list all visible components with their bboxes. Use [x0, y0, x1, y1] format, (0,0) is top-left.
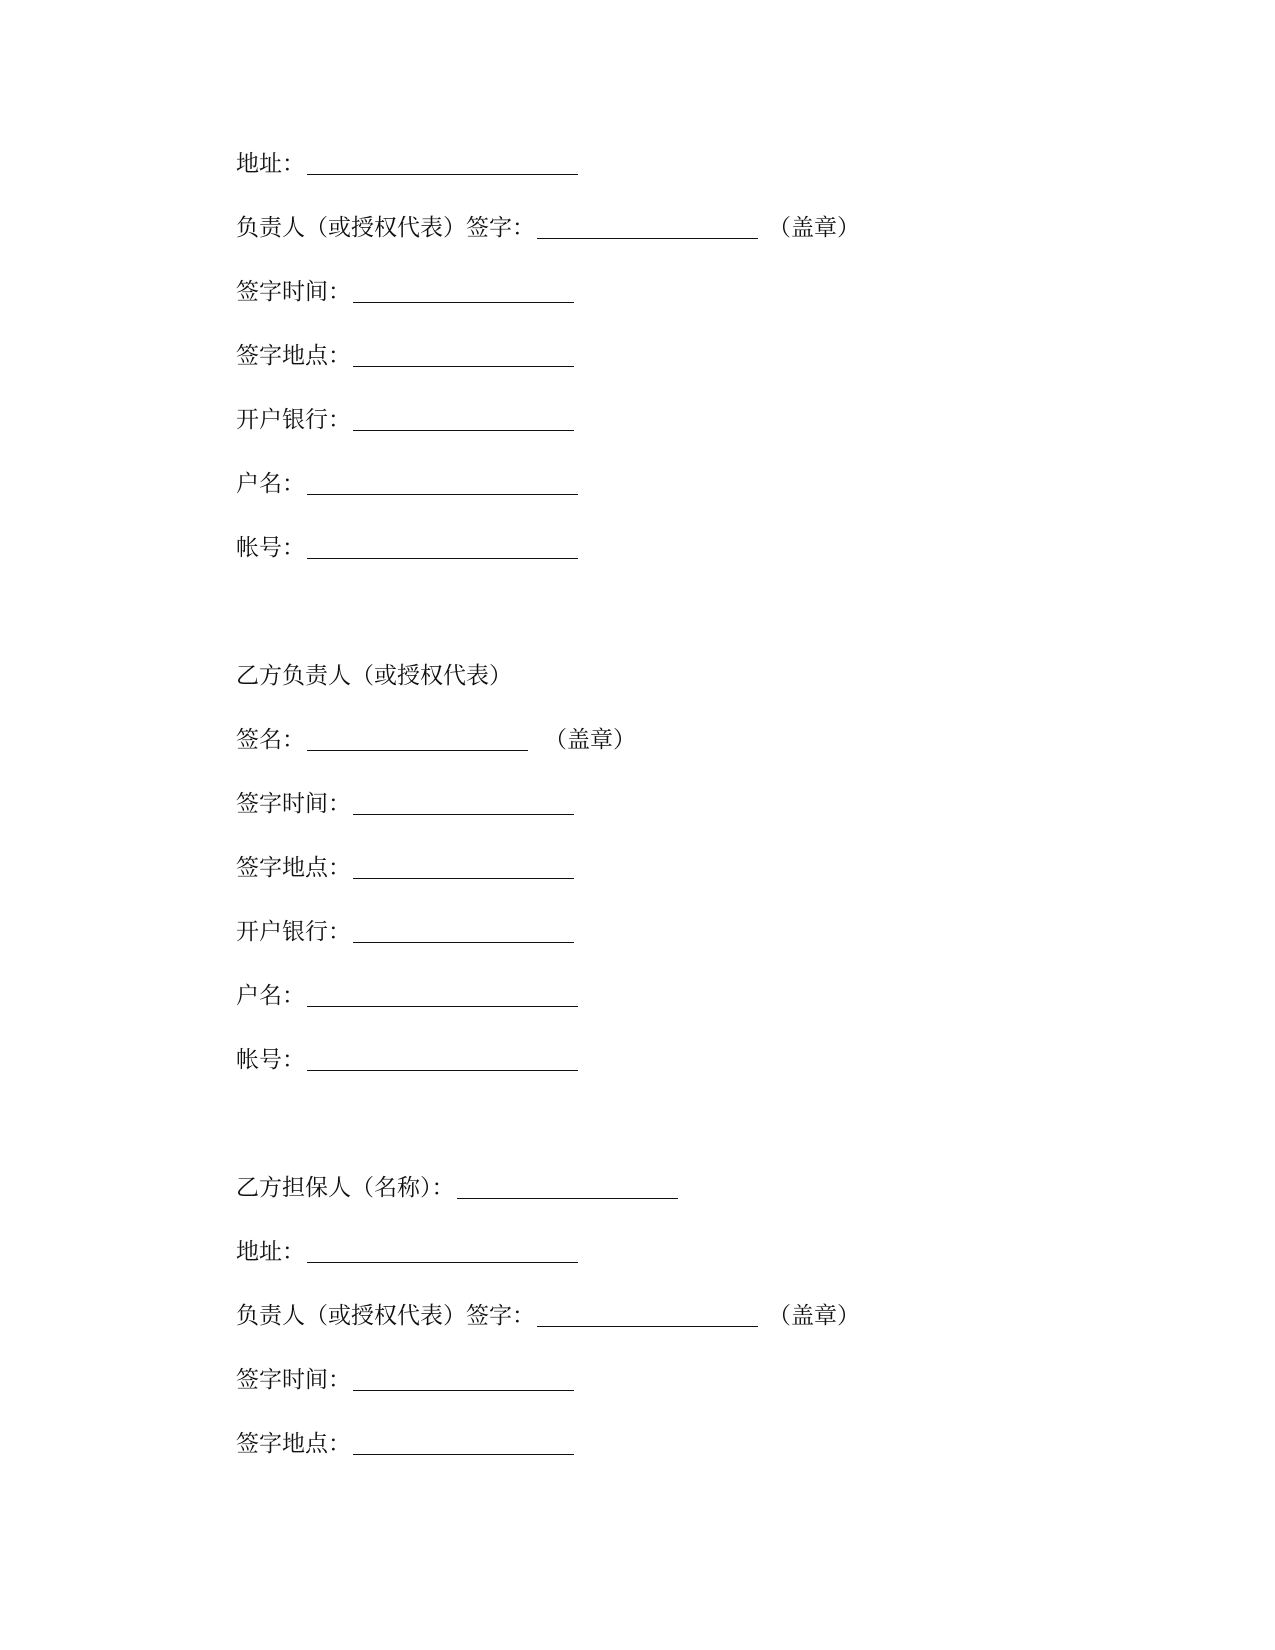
sign-place-label: 签字地点：	[236, 343, 351, 369]
party-b-bank-label: 开户银行：	[236, 919, 351, 945]
signature-row	[236, 209, 860, 243]
guarantor-signature-label: 负责人（或授权代表）签字：	[236, 1303, 535, 1329]
account-name-label: 户名：	[236, 471, 305, 497]
guarantor-sign-place-blank[interactable]	[353, 1428, 574, 1455]
party-b-sign-time-blank[interactable]	[353, 788, 574, 815]
party-b-sign-time-row	[236, 785, 574, 819]
party-b-account-no-label: 帐号：	[236, 1047, 305, 1073]
account-name-row	[236, 465, 578, 499]
party-b-bank-blank[interactable]	[353, 916, 574, 943]
party-b-heading-row	[236, 657, 512, 691]
guarantor-blank[interactable]	[457, 1172, 678, 1199]
party-b-account-no-blank[interactable]	[307, 1044, 578, 1071]
bank-label: 开户银行：	[236, 407, 351, 433]
party-b-account-no-row	[236, 1041, 578, 1075]
address-row	[236, 145, 578, 179]
account-no-row	[236, 529, 578, 563]
address-blank[interactable]	[307, 148, 578, 175]
sign-time-label: 签字时间：	[236, 279, 351, 305]
guarantor-sign-time-label: 签字时间：	[236, 1367, 351, 1393]
signature-label: 负责人（或授权代表）签字：	[236, 215, 535, 241]
guarantor-label: 乙方担保人（名称）：	[236, 1175, 455, 1201]
account-no-blank[interactable]	[307, 532, 578, 559]
guarantor-row	[236, 1169, 678, 1203]
party-b-account-name-blank[interactable]	[307, 980, 578, 1007]
party-b-signature-blank[interactable]	[307, 724, 528, 751]
guarantor-address-blank[interactable]	[307, 1236, 578, 1263]
sign-place-row	[236, 337, 574, 371]
party-b-signature-label: 签名：	[236, 727, 305, 753]
guarantor-address-row	[236, 1233, 578, 1267]
guarantor-sign-place-label: 签字地点：	[236, 1431, 351, 1457]
sign-place-blank[interactable]	[353, 340, 574, 367]
party-b-bank-row	[236, 913, 574, 947]
sign-time-row	[236, 273, 574, 307]
party-b-account-name-label: 户名：	[236, 983, 305, 1009]
party-b-heading: 乙方负责人（或授权代表）	[236, 663, 512, 689]
party-b-sign-place-blank[interactable]	[353, 852, 574, 879]
bank-row	[236, 401, 574, 435]
guarantor-sign-place-row	[236, 1425, 574, 1459]
party-b-sign-place-label: 签字地点：	[236, 855, 351, 881]
account-no-label: 帐号：	[236, 535, 305, 561]
party-b-seal-note: （盖章）	[544, 727, 636, 753]
bank-blank[interactable]	[353, 404, 574, 431]
address-label: 地址：	[236, 151, 305, 177]
party-b-account-name-row	[236, 977, 578, 1011]
signature-blank[interactable]	[537, 212, 758, 239]
guarantor-seal-note: （盖章）	[768, 1303, 860, 1329]
party-b-sign-place-row	[236, 849, 574, 883]
seal-note: （盖章）	[768, 215, 860, 241]
party-b-sign-time-label: 签字时间：	[236, 791, 351, 817]
guarantor-sign-time-blank[interactable]	[353, 1364, 574, 1391]
guarantor-sign-time-row	[236, 1361, 574, 1395]
party-b-signature-row	[236, 721, 636, 755]
account-name-blank[interactable]	[307, 468, 578, 495]
guarantor-signature-row	[236, 1297, 860, 1331]
sign-time-blank[interactable]	[353, 276, 574, 303]
guarantor-signature-blank[interactable]	[537, 1300, 758, 1327]
guarantor-address-label: 地址：	[236, 1239, 305, 1265]
